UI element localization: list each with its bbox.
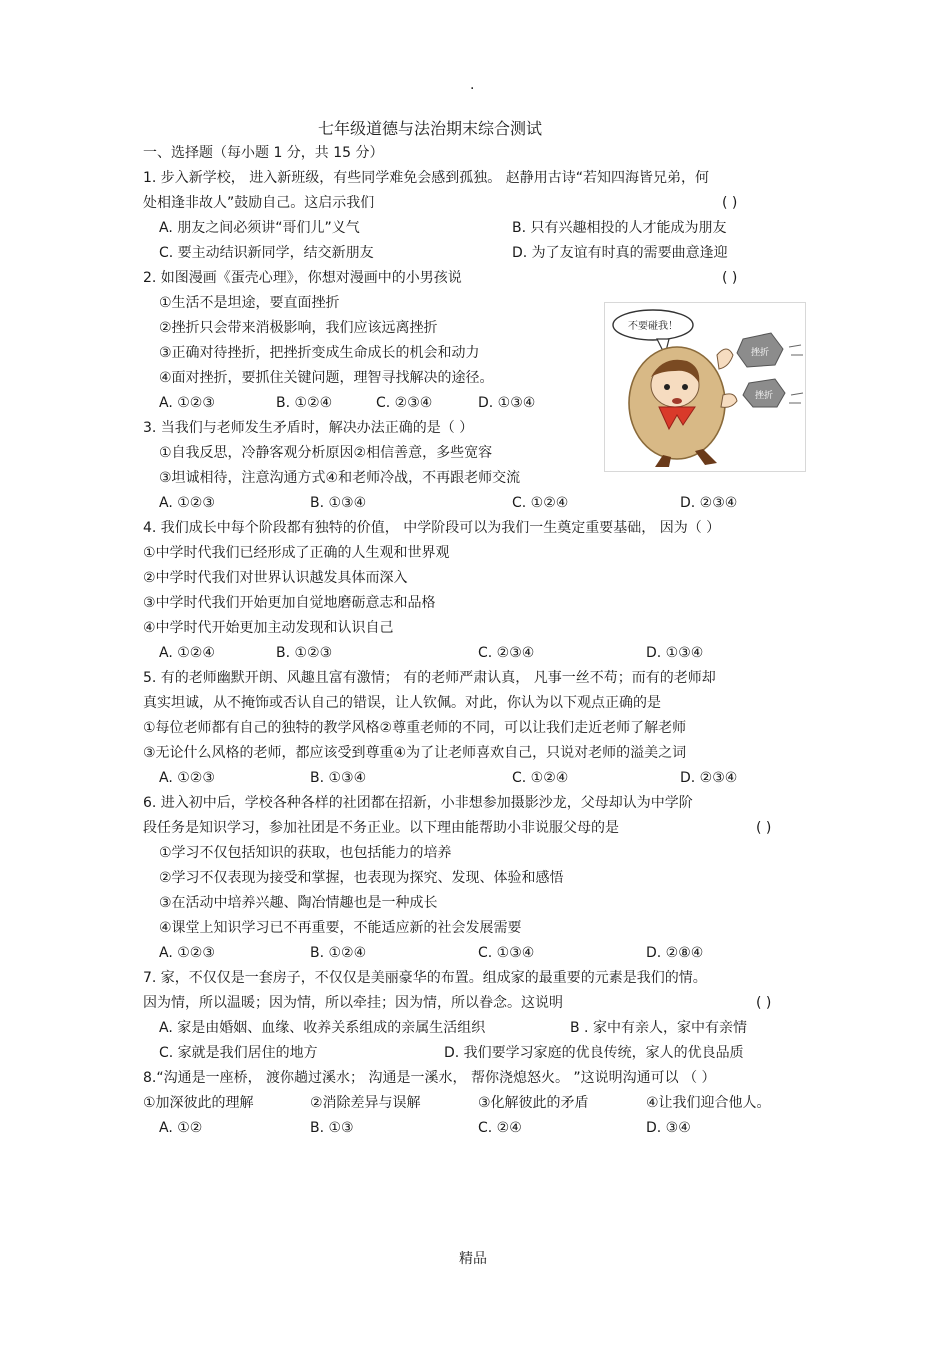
q8-statement-4: ④让我们迎合他人。 bbox=[646, 1095, 771, 1111]
q1-option-b: B. 只有兴趣相投的人才能成为朋友 bbox=[512, 220, 727, 236]
q5-statement-2: ③无论什么风格的老师，都应该受到尊重④为了让老师喜欢自己，只说对老师的溢美之词 bbox=[143, 745, 687, 761]
q3-option-d: D. ②③④ bbox=[680, 495, 738, 511]
q1-answer-paren: ( ) bbox=[722, 195, 738, 211]
q6-answer-paren: ( ) bbox=[756, 820, 772, 836]
q5-option-a: A. ①②③ bbox=[159, 770, 215, 786]
q7-stem-line1: 7. 家，不仅仅是一套房子，不仅仅是美丽豪华的布置。组成家的最重要的元素是我们的情。 bbox=[143, 970, 707, 986]
q8-option-b: B. ①③ bbox=[310, 1120, 354, 1136]
q6-option-b: B. ①②④ bbox=[310, 945, 367, 961]
q6-statement-4: ④课堂上知识学习已不再重要，不能适应新的社会发展需要 bbox=[159, 920, 522, 936]
q3-stem: 3. 当我们与老师发生矛盾时，解决办法正确的是（ ） bbox=[143, 420, 474, 436]
q4-option-b: B. ①②③ bbox=[276, 645, 333, 661]
q5-option-c: C. ①②④ bbox=[512, 770, 569, 786]
q2-option-c: C. ②③④ bbox=[376, 395, 433, 411]
q8-option-c: C. ②④ bbox=[478, 1120, 522, 1136]
q3-option-a: A. ①②③ bbox=[159, 495, 215, 511]
q8-stem: 8.“沟通是一座桥， 渡你趟过溪水； 沟通是一溪水， 帮你浇熄怒火。 ”这说明沟通可以 （ ） bbox=[143, 1070, 716, 1086]
q6-option-a: A. ①②③ bbox=[159, 945, 215, 961]
q2-statement-1: ①生活不是坦途，要直面挫折 bbox=[159, 295, 340, 311]
q6-statement-1: ①学习不仅包括知识的获取，也包括能力的培养 bbox=[159, 845, 452, 861]
q1-stem-line1: 1. 步入新学校， 进入新班级，有些同学难免会感到孤独。 赵静用古诗“若知四海皆兄弟，何 bbox=[143, 170, 709, 186]
q4-statement-3: ③中学时代我们开始更加自觉地磨砺意志和品格 bbox=[143, 595, 436, 611]
q2-option-d: D. ①③④ bbox=[478, 395, 536, 411]
boy-mouth bbox=[672, 398, 682, 404]
q4-statement-1: ①中学时代我们已经形成了正确的人生观和世界观 bbox=[143, 545, 450, 561]
boy-eye-left bbox=[664, 384, 670, 390]
q6-option-d: D. ②⑧④ bbox=[646, 945, 704, 961]
q2-statement-4: ④面对挫折，要抓住关键问题，理智寻找解决的途径。 bbox=[159, 370, 494, 386]
q3-option-c: C. ①②④ bbox=[512, 495, 569, 511]
header-dot: . bbox=[470, 77, 475, 93]
motion-lines bbox=[789, 345, 803, 403]
q5-stem-line2: 真实坦诚，从不掩饰或否认自己的错误，让人钦佩。对此，你认为以下观点正确的是 bbox=[143, 695, 661, 711]
q2-answer-paren: ( ) bbox=[722, 270, 738, 286]
q2-option-a: A. ①②③ bbox=[159, 395, 215, 411]
q2-statement-3: ③正确对待挫折，把挫折变成生命成长的机会和动力 bbox=[159, 345, 480, 361]
q6-statement-2: ②学习不仅表现为接受和掌握，也表现为探究、发现、体验和感悟 bbox=[159, 870, 564, 886]
q8-statement-1: ①加深彼此的理解 bbox=[143, 1095, 254, 1111]
q3-option-b: B. ①③④ bbox=[310, 495, 367, 511]
q8-statement-2: ②消除差异与误解 bbox=[310, 1095, 421, 1111]
q6-stem-line1: 6. 进入初中后，学校各种各样的社团都在招新，小非想参加摄影沙龙，父母却认为中学阶 bbox=[143, 795, 693, 811]
q8-option-a: A. ①② bbox=[159, 1120, 203, 1136]
hand-raised bbox=[717, 349, 733, 369]
q6-stem-line2: 段任务是知识学习，参加社团是不务正业。以下理由能帮助小非说服父母的是 bbox=[143, 820, 619, 836]
q4-statement-2: ②中学时代我们对世界认识越发具体而深入 bbox=[143, 570, 408, 586]
q5-stem-line1: 5. 有的老师幽默开朗、风趣且富有激情； 有的老师严肃认真， 凡事一丝不苟；而有的老师却 bbox=[143, 670, 716, 686]
q2-stem: 2. 如图漫画《蛋壳心理》，你想对漫画中的小男孩说 bbox=[143, 270, 462, 286]
q3-statement-2: ③坦诚相待，注意沟通方式④和老师冷战，不再跟老师交流 bbox=[159, 470, 521, 486]
q7-option-d: D. 我们要学习家庭的优良传统，家人的优良品质 bbox=[444, 1045, 744, 1061]
q4-option-a: A. ①②④ bbox=[159, 645, 215, 661]
page-footer: 精品 bbox=[459, 1251, 487, 1267]
leg-left bbox=[655, 455, 671, 467]
q2-statement-2: ②挫折只会带来消极影响，我们应该远离挫折 bbox=[159, 320, 438, 336]
q7-option-c: C. 家就是我们居住的地方 bbox=[159, 1045, 318, 1061]
q3-statement-1: ①自我反思，冷静客观分析原因②相信善意，多些宽容 bbox=[159, 445, 493, 461]
q4-option-d: D. ①③④ bbox=[646, 645, 704, 661]
q1-option-d: D. 为了友谊有时真的需要曲意逢迎 bbox=[512, 245, 728, 261]
q4-option-c: C. ②③④ bbox=[478, 645, 535, 661]
rock-2-label: 挫折 bbox=[754, 391, 774, 401]
q2-option-b: B. ①②④ bbox=[276, 395, 333, 411]
hand-side bbox=[721, 394, 737, 408]
q6-option-c: C. ①③④ bbox=[478, 945, 535, 961]
boy-eye-right bbox=[682, 384, 688, 390]
speech-bubble-text: 不要碰我！ bbox=[628, 321, 678, 332]
q8-option-d: D. ③④ bbox=[646, 1120, 691, 1136]
q1-option-a: A. 朋友之间必须讲“哥们儿”义气 bbox=[159, 220, 360, 236]
q7-option-a: A. 家是由婚姻、血缘、收养关系组成的亲属生活组织 bbox=[159, 1020, 486, 1036]
q7-stem-line2: 因为情，所以温暖；因为情，所以牵挂；因为情，所以眷念。这说明 bbox=[143, 995, 563, 1011]
q4-stem: 4. 我们成长中每个阶段都有独特的价值， 中学阶段可以为我们一生奠定重要基础， 因为（ ） bbox=[143, 520, 721, 536]
q5-option-b: B. ①③④ bbox=[310, 770, 367, 786]
q4-statement-4: ④中学时代开始更加主动发现和认识自己 bbox=[143, 620, 394, 636]
eggshell-cartoon-image bbox=[604, 302, 806, 472]
q1-option-c: C. 要主动结识新同学，结交新朋友 bbox=[159, 245, 374, 261]
page-title: 七年级道德与法治期末综合测试 bbox=[318, 119, 543, 138]
q5-option-d: D. ②③④ bbox=[680, 770, 738, 786]
q8-statement-3: ③化解彼此的矛盾 bbox=[478, 1095, 589, 1111]
q1-stem-line2: 处相逢非故人”鼓励自己。这启示我们 bbox=[143, 195, 375, 211]
leg-right bbox=[695, 449, 717, 465]
cartoon-drawing bbox=[605, 303, 805, 471]
q7-option-b: B . 家中有亲人，家中有亲情 bbox=[570, 1020, 747, 1036]
q7-answer-paren: ( ) bbox=[756, 995, 772, 1011]
rock-1-label: 挫折 bbox=[750, 348, 770, 358]
q5-statement-1: ①每位老师都有自己的独特的教学风格②尊重老师的不同，可以让我们走近老师了解老师 bbox=[143, 720, 687, 736]
q6-statement-3: ③在活动中培养兴趣、陶冶情趣也是一种成长 bbox=[159, 895, 438, 911]
section-heading: 一、选择题（每小题 1 分，共 15 分） bbox=[143, 145, 384, 161]
